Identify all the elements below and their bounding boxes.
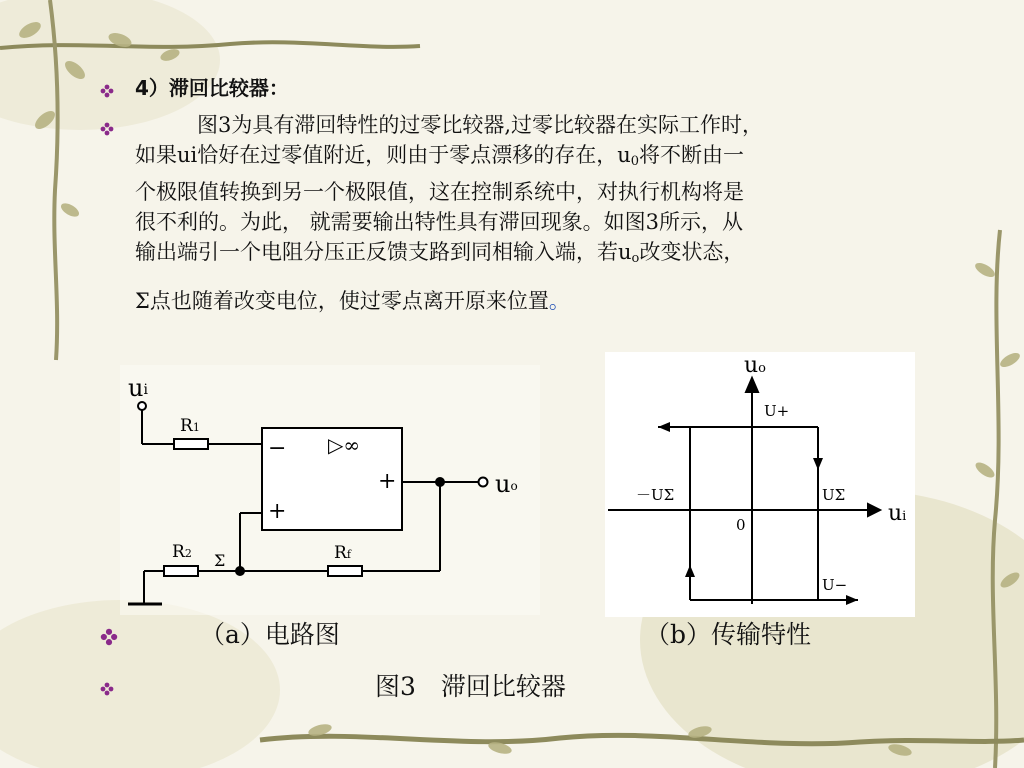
figure-caption: 图3 滞回比较器 xyxy=(375,672,566,701)
paragraph-line: 个极限值转换到另一个极限值，这在控制系统中，对执行机构将是 xyxy=(135,180,744,204)
resistor-r1 xyxy=(174,439,208,449)
circuit-diagram xyxy=(128,374,518,604)
output-terminal xyxy=(479,478,488,487)
paragraph-text: 输出端引一个电阻分压正反馈支路到同相输入端，若u xyxy=(135,240,632,264)
paragraph-line: 很不利的。为此， 就需要输出特性具有滞回现象。如图3所示，从 xyxy=(135,210,744,234)
arrow-bottom-right xyxy=(846,595,858,605)
resistor-r2 xyxy=(164,566,198,576)
axis-ui-label: ui xyxy=(888,501,907,526)
transfer-characteristic xyxy=(608,353,906,605)
paragraph-text: Σ点也随着改变电位，使过零点离开原来位置 xyxy=(135,289,549,313)
zero-label: 0 xyxy=(736,516,746,534)
axis-uo-label: uo xyxy=(744,353,766,378)
r2-label: R2 xyxy=(172,542,192,562)
op-amp-symbol: ▷∞ xyxy=(328,433,361,457)
caption-transfer: （b）传输特性 xyxy=(645,620,812,649)
u-minus-label: U− xyxy=(822,576,848,594)
rf-label: Rf xyxy=(334,543,351,563)
arrow-left-up xyxy=(685,565,695,577)
paragraph-text: 如果ui恰好在过零值附近，则由于零点漂移的存在，u xyxy=(135,143,631,167)
paragraph-text: 将不断由一 xyxy=(639,143,745,167)
op-amp-plus-in: + xyxy=(268,499,287,524)
neg-usigma-label: －UΣ xyxy=(636,486,675,504)
r1-label: R1 xyxy=(180,416,200,436)
op-amp-minus: − xyxy=(268,436,287,461)
subscript: 0 xyxy=(630,154,640,169)
x-axis-arrow xyxy=(868,504,880,516)
caption-circuit: （a）电路图 xyxy=(200,620,340,649)
arrow-right-down xyxy=(813,458,823,470)
arrow-top-left xyxy=(658,422,670,432)
u-plus-label: U+ xyxy=(764,402,790,420)
y-axis-arrow xyxy=(746,378,758,392)
circuit-uo-label: uo xyxy=(495,470,518,498)
paragraph-text: 改变状态， xyxy=(639,240,745,264)
sigma-label: Σ xyxy=(214,551,226,570)
circuit-ui-label: ui xyxy=(128,374,148,402)
paragraph-line: 图3为具有滞回特性的过零比较器,过零比较器在实际工作时， xyxy=(197,113,764,137)
usigma-label: UΣ xyxy=(822,486,846,504)
section-heading: 4）滞回比较器： xyxy=(135,76,289,100)
input-terminal xyxy=(138,402,146,410)
period-mark: 。 xyxy=(548,289,570,313)
op-amp-plus-out: + xyxy=(378,469,397,494)
resistor-rf xyxy=(328,566,362,576)
subscript: o xyxy=(631,251,640,266)
